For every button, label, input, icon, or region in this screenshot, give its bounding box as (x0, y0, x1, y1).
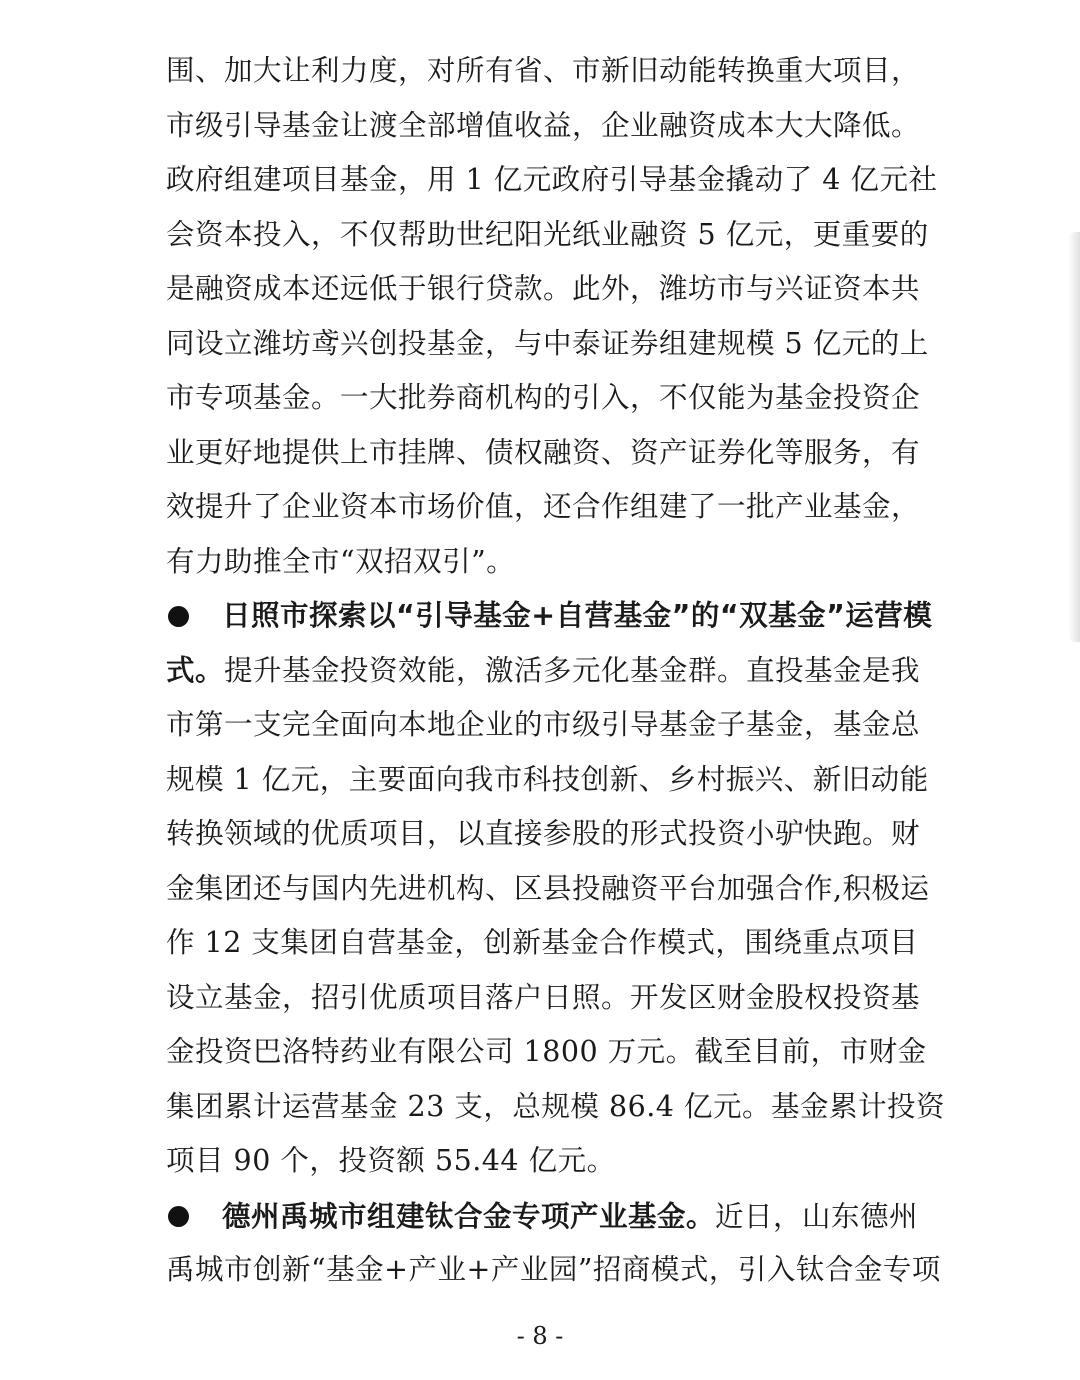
text-line: 效提升了企业资本市场价值，还合作组建了一批产业基金， (166, 490, 921, 523)
bullet-body-start: 提升基金投资效能，激活多元化基金群。直投基金是我 (224, 653, 921, 687)
text-line: 作 12 支集团自营基金，创新基金合作模式，围绕重点项目 (166, 926, 919, 959)
text-line: 集团累计运营基金 23 支，总规模 86.4 亿元。基金累计投资 (166, 1089, 945, 1123)
text-line: 政府组建项目基金，用 1 亿元政府引导基金撬动了 4 亿元社 (166, 163, 938, 196)
text-line: 业更好地提供上市挂牌、债权融资、资产证券化等服务，有 (166, 435, 921, 469)
bullet-heading-wrapper (166, 1189, 918, 1245)
bullet-dot-icon (168, 1206, 189, 1227)
text-line: 禹城市创新“基金+产业+产业园”招商模式，引入钛合金专项 (166, 1253, 941, 1286)
text-line: 设立基金，招引优质项目落户日照。开发区财金股权投资基 (166, 980, 921, 1014)
text-line: 是融资成本还远低于银行贷款。此外，潍坊市与兴证资本共 (166, 272, 921, 305)
text-line: 有力助推全市“双招双引”。 (166, 544, 516, 578)
text-line: 金投资巴洛特药业有限公司 1800 万元。截至目前，市财金 (166, 1035, 927, 1068)
bullet-heading: 德州禹城市组建钛合金专项产业基金。 (222, 1199, 716, 1233)
bullet-heading-line (166, 589, 933, 644)
paragraph-weifang (166, 44, 938, 589)
text-line: 会资本投入，不仅帮助世纪阳光纸业融资 5 亿元，更重要的 (166, 217, 929, 251)
text-line: 市级引导基金让渡全部增值收益，企业融资成本大大降低。 (166, 108, 921, 142)
bullet-heading: 日照市探索以“引导基金+自营基金”的“双基金”运营模 (222, 599, 933, 632)
text-line: 项目 90 个，投资额 55.44 亿元。 (166, 1144, 616, 1177)
bullet-dot-icon (168, 606, 189, 627)
text-line: 市第一支完全面向本地企业的市级引导基金子基金，基金总 (166, 708, 921, 741)
text-line (166, 644, 921, 699)
text-line: 金集团还与国内先进机构、区县投融资平台加强合作,积极运 (166, 871, 930, 905)
page-number: - 8 - (516, 1322, 564, 1350)
bullet-heading-end: 式。 (166, 653, 225, 687)
text-line: 转换领域的优质项目，以直接参股的形式投资小驴快跑。财 (166, 817, 921, 850)
bullet-body-start: 近日，山东德州 (715, 1199, 919, 1233)
text-line: 规模 1 亿元，主要面向我市科技创新、乡村振兴、新旧动能 (166, 762, 929, 796)
scroll-edge-indicator (1068, 232, 1080, 642)
text-line: 市专项基金。一大批券商机构的引入，不仅能为基金投资企 (166, 381, 921, 414)
text-line: 同设立潍坊鸢兴创投基金，与中泰证券组建规模 5 亿元的上 (166, 326, 929, 360)
document-body (166, 44, 945, 1298)
text-line: 围、加大让利力度，对所有省、市新旧动能转换重大项目， (166, 54, 921, 87)
bullet-rizhao (166, 589, 945, 1189)
bullet-dezhou (166, 1189, 941, 1298)
bullet-heading-line (166, 1189, 918, 1244)
